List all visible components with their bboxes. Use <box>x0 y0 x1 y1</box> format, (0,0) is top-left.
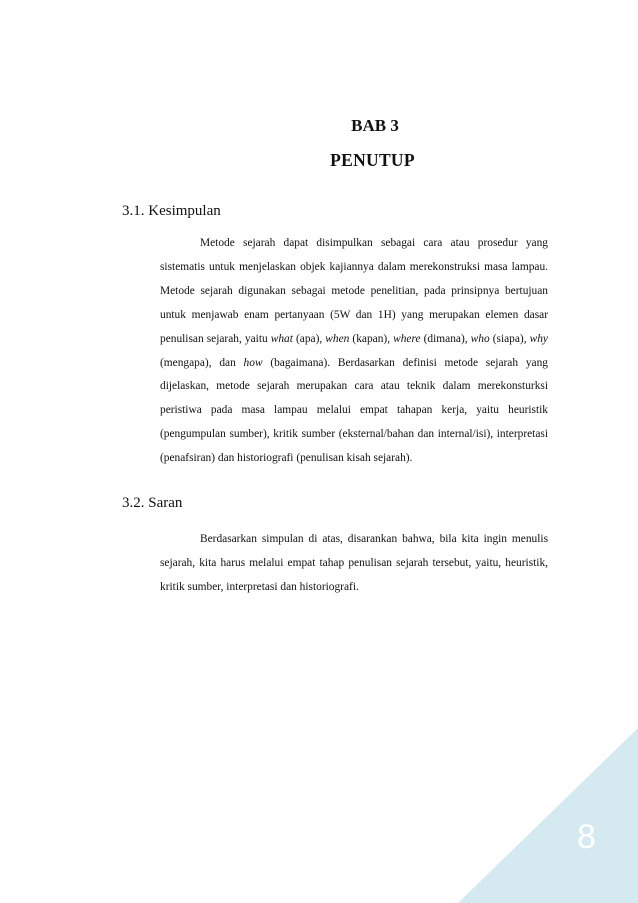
text-run: (bagaimana). Berdasarkan definisi metode sejarah yang dijelaskan, metode sejarah merupakan cara atau teknik dalam merekonsturksi peristiwa pada masa lampau melalui empat tahapan kerja, yaitu heuristik (pengumpulan sumber), kritik sumber (eksternal/bahan dan internal/isi), interpretasi (penafsiran) dan historiografi (penulisan kisah sejarah). <box>160 356 548 465</box>
section-heading-saran: 3.2. Saran <box>122 495 183 511</box>
section-heading-kesimpulan: 3.1. Kesimpulan <box>122 203 221 219</box>
chapter-number: BAB 3 <box>351 116 399 135</box>
text-run: (dimana), <box>420 332 471 345</box>
corner-triangle-decoration <box>458 728 638 903</box>
text-run: (mengapa), dan <box>160 356 244 369</box>
text-run: (siapa), <box>489 332 530 345</box>
text-run: (apa), <box>292 332 326 345</box>
italic-term-where: where <box>393 332 421 345</box>
text-run: (kapan), <box>349 332 394 345</box>
chapter-title: PENUTUP <box>330 150 415 170</box>
saran-paragraph: Berdasarkan simpulan di atas, disarankan bahwa, bila kita ingin menulis sejarah, kita harus melalui empat tahap penulisan sejarah tersebut, yaitu, heuristik, kritik sumber, interpretasi dan historiografi. <box>160 533 548 593</box>
italic-term-why: why <box>529 332 548 345</box>
italic-term-when: when <box>325 332 350 345</box>
page-number: 8 <box>577 818 596 856</box>
kesimpulan-paragraph <box>160 232 548 471</box>
italic-term-what: what <box>270 332 293 345</box>
text-run: Metode sejarah dapat disimpulkan sebagai cara atau prosedur yang sistematis untuk menjelaskan objek kajiannya dalam merekonstruksi masa lampau. Metode sejarah digunakan sebagai metode penelitian, pada prinsipnya bertujuan untuk menjawab enam pertanyaan (5W dan 1H) yang merupakan elemen dasar penulisan sejarah, yaitu <box>160 237 548 345</box>
italic-term-how: how <box>243 356 263 369</box>
italic-term-who: who <box>470 332 490 345</box>
corner-triangle <box>458 728 638 903</box>
